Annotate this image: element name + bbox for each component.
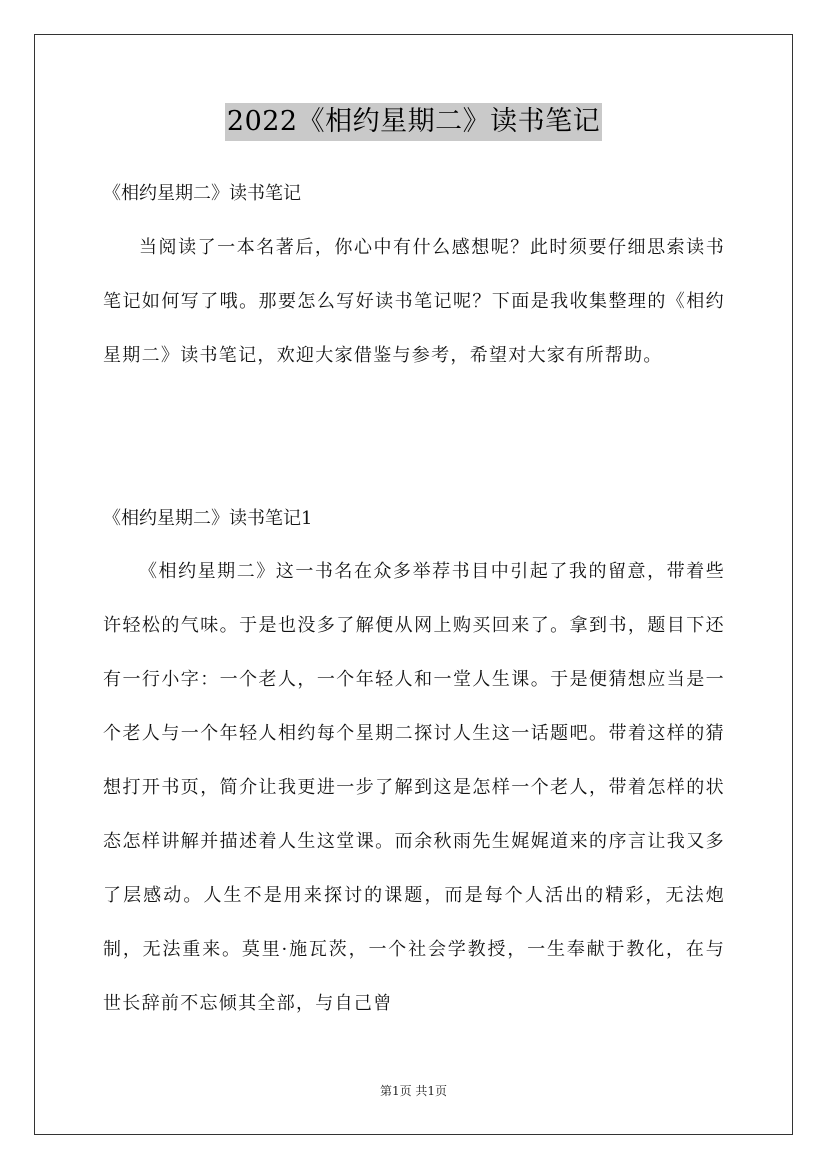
- document-title: 2022《相约星期二》读书笔记: [225, 103, 602, 141]
- intro-paragraph: 当阅读了一本名著后，你心中有什么感想呢？此时须要仔细思索读书笔记如何写了哦。那要怎么写好读书笔记呢？下面是我收集整理的《相约星期二》读书笔记，欢迎大家借鉴与参考，希望对大家有所帮助。: [103, 237, 725, 366]
- document-subtitle: 《相约星期二》读书笔记: [103, 183, 301, 204]
- page-footer: 第1页 共1页: [379, 1084, 448, 1098]
- title-container: [0, 103, 827, 141]
- section-heading: 《相约星期二》读书笔记1: [103, 508, 313, 529]
- body-paragraph: 《相约星期二》这一书名在众多举荐书目中引起了我的留意，带着些许轻松的气味。于是也没多了解便从网上购买回来了。拿到书，题目下还有一行小字：一个老人，一个年轻人和一堂人生课。于是便猜想应当是一个老人与一个年轻人相约每个星期二探讨人生这一话题吧。带着这样的猜想打开书页，简介让我更进一步了解到这是怎样一个老人，带着怎样的状态怎样讲解并描述着人生这堂课。而余秋雨先生娓娓道来的序言让我又多了层感动。人生不是用来探讨的课题，而是每个人活出的精彩，无法炮制，无法重来。莫里·施瓦茨，一个社会学教授，一生奉献于教化，在与世长辞前不忘倾其全部，与自己曾: [103, 561, 725, 1014]
